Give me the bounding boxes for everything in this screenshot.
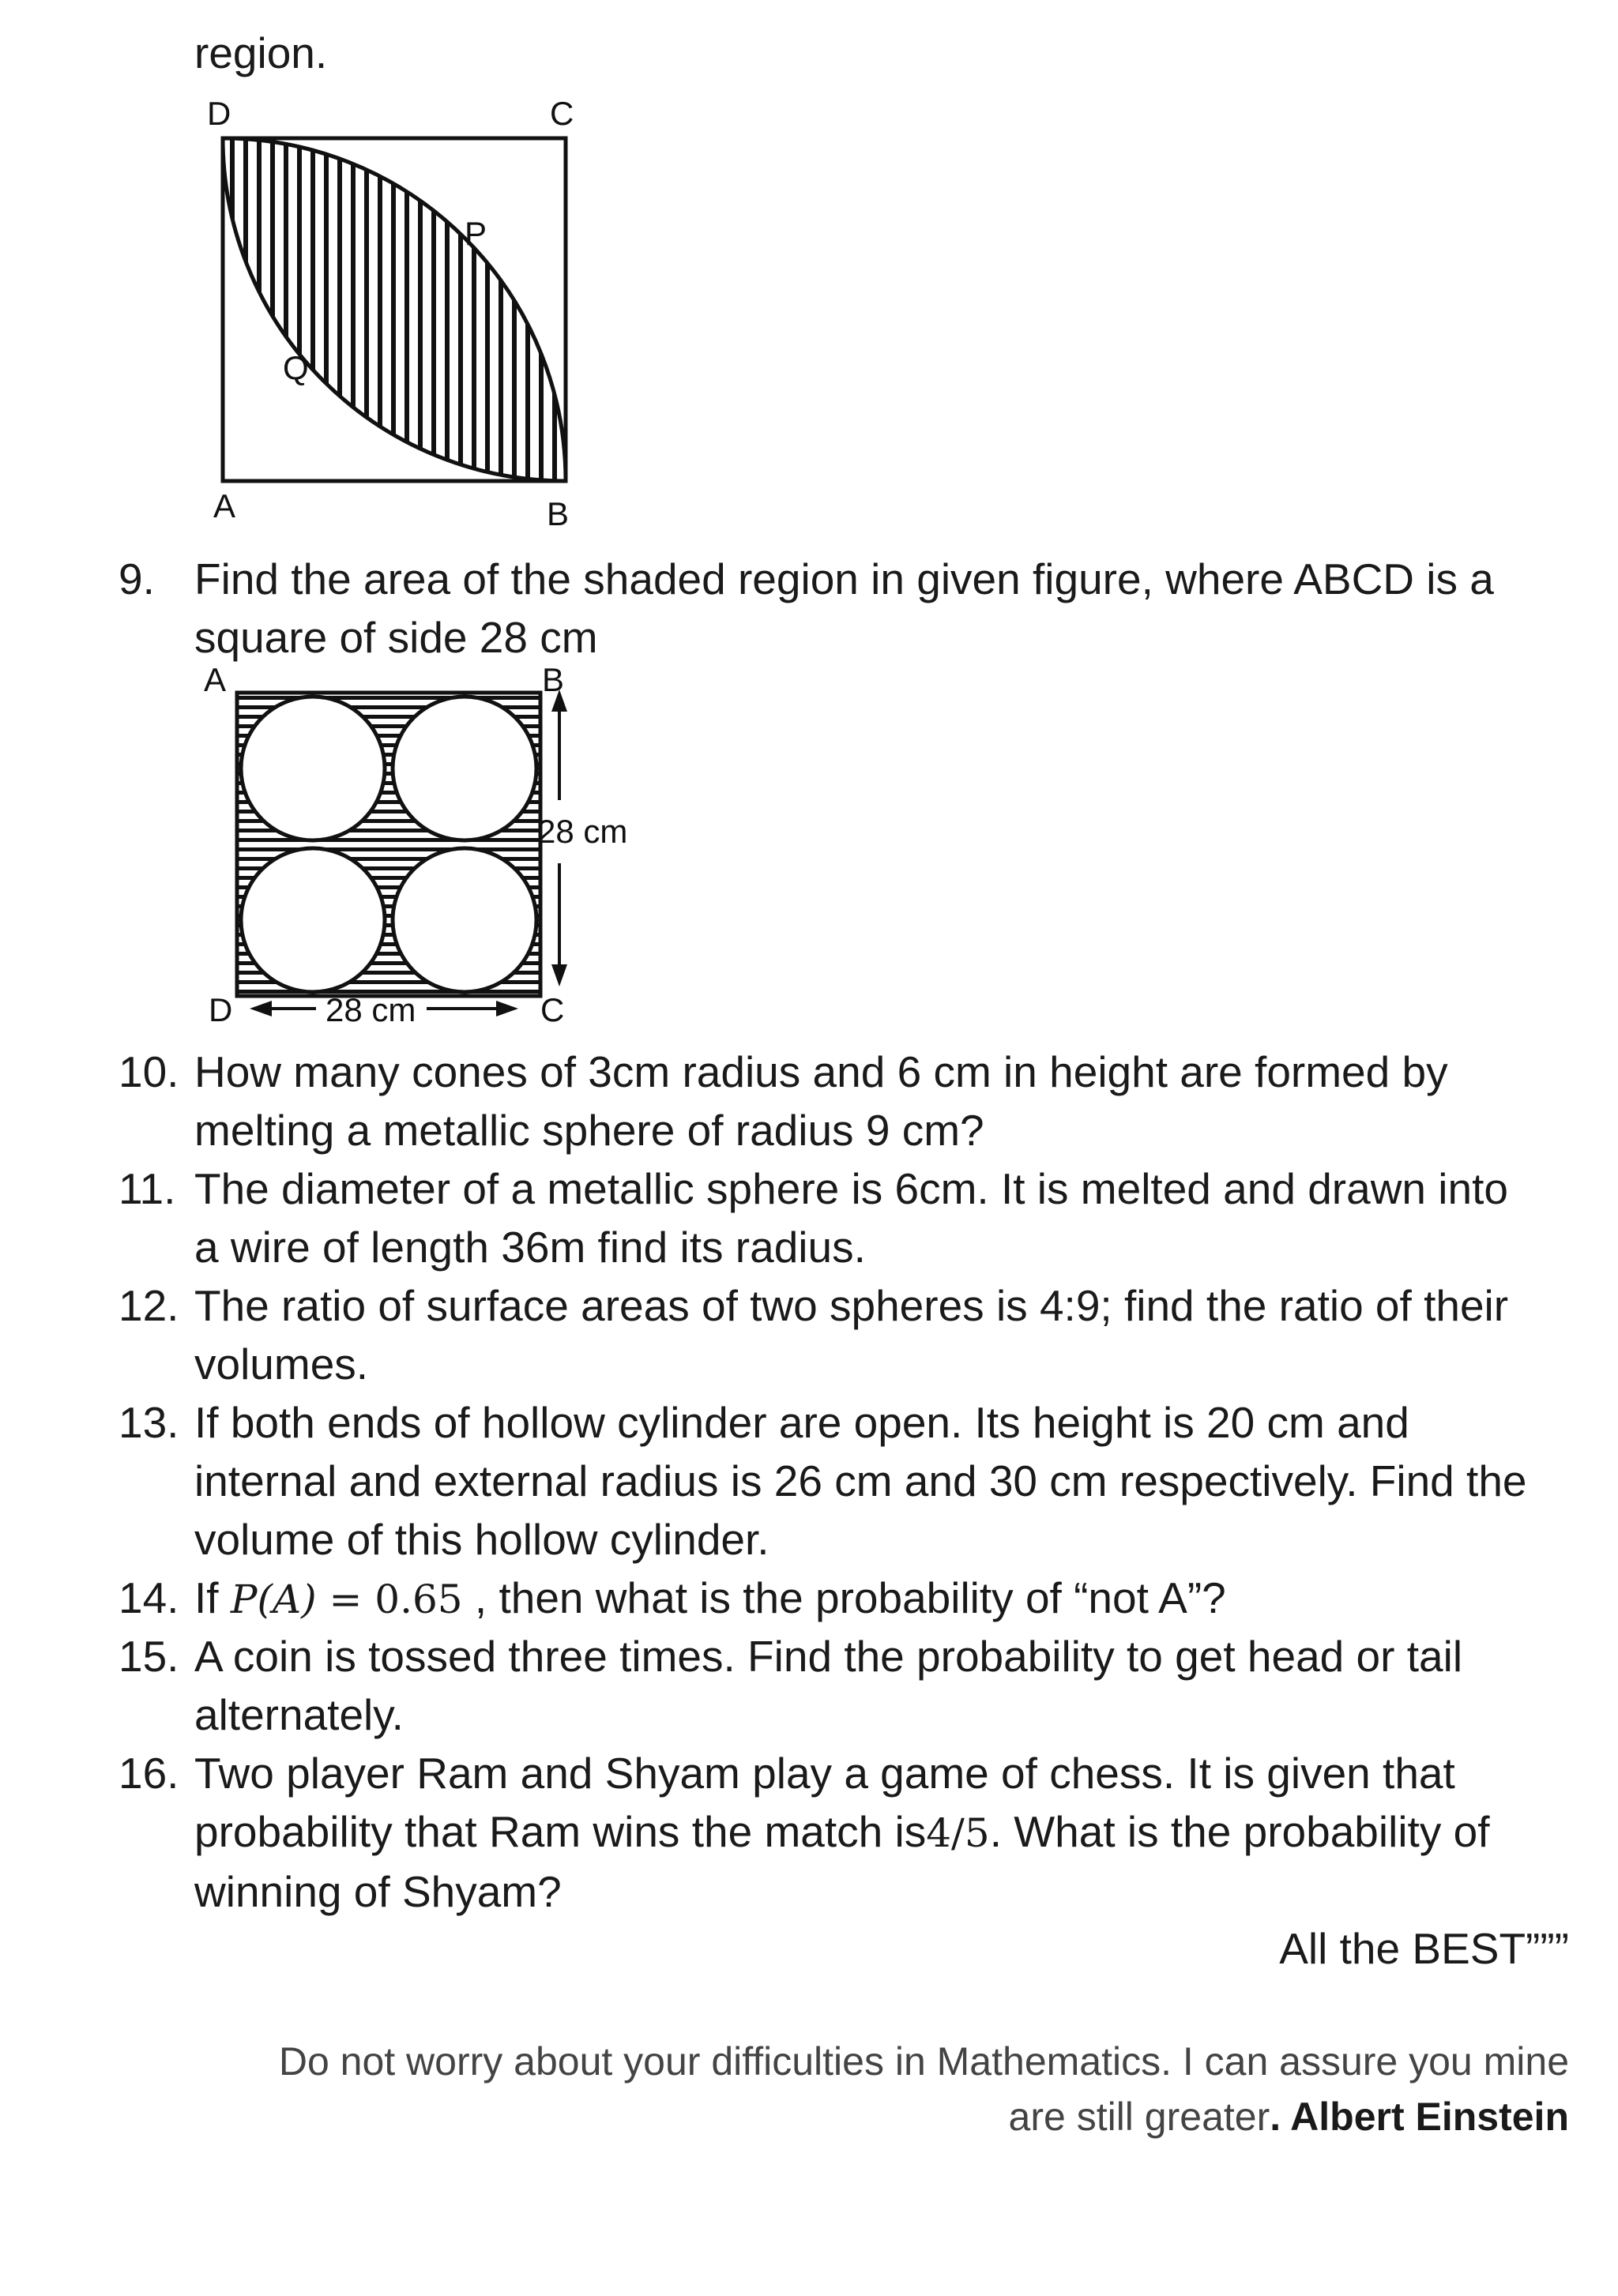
quote-author: . Albert Einstein [1270,2095,1569,2139]
label-c: C [540,991,565,1028]
label-c: C [550,95,574,132]
q16-text: Two player Ram and Shyam play a game of chess. It is given that probability that Ram wins the match is4/5. What is the probability of winning of Shyam? [194,1749,1490,1916]
q15-number: 15. [119,1632,179,1681]
q16-fraction: 4/5 [926,1810,990,1856]
q11-number: 11. [119,1164,176,1213]
label-side-bottom: 28 cm [325,991,416,1028]
label-a: A [213,487,236,524]
circle-1 [241,697,385,840]
q9-number: 9. [119,554,155,603]
q14-number: 14. [119,1573,179,1622]
q13-text: If both ends of hollow cylinder are open. Its height is 20 cm and internal and external radius is 26 cm and 30 cm respectively. Find the volume of this hollow cylinder. [194,1398,1527,1564]
closing-text: All the BEST””” [1279,1924,1569,1973]
label-p: P [465,215,487,252]
label-a: A [204,667,227,698]
circle-3 [241,848,385,992]
figure-lens-square [190,87,600,537]
q11-text: The diameter of a metallic sphere is 6cm. It is melted and drawn into a wire of length 36m find its radius. [194,1164,1508,1272]
circle-4 [393,848,536,992]
q13-number: 13. [119,1398,179,1447]
q14-text: If P(A) = 0.65 , then what is the probability of “not A”? [194,1573,1226,1622]
label-b: B [542,667,565,698]
q10-text: How many cones of 3cm radius and 6 cm in height are formed by melting a metallic sphere of radius 9 cm? [194,1047,1448,1155]
label-d: D [207,95,231,132]
label-d: D [209,991,233,1028]
q10-number: 10. [119,1047,179,1096]
circle-2 [393,697,536,840]
top-fragment: region. [194,28,328,77]
label-b: B [547,495,570,532]
figure-four-circles [190,667,679,1031]
label-q: Q [283,349,309,386]
label-side-right: 28 cm [537,813,628,850]
einstein-quote: Do not worry about your difficulties in Mathematics. I can assure you mine are still greater. Albert Einstein [278,2039,1569,2139]
q12-text: The ratio of surface areas of two spheres is 4:9; find the ratio of their volumes. [194,1281,1509,1388]
q12-number: 12. [119,1281,179,1330]
q16-number: 16. [119,1749,179,1798]
q9-text: Find the area of the shaded region in given figure, where ABCD is a square of side 28 cm [194,554,1494,662]
q15-text: A coin is tossed three times. Find the probability to get head or tail alternately. [194,1632,1463,1739]
q14-math: P(A) [230,1576,317,1622]
